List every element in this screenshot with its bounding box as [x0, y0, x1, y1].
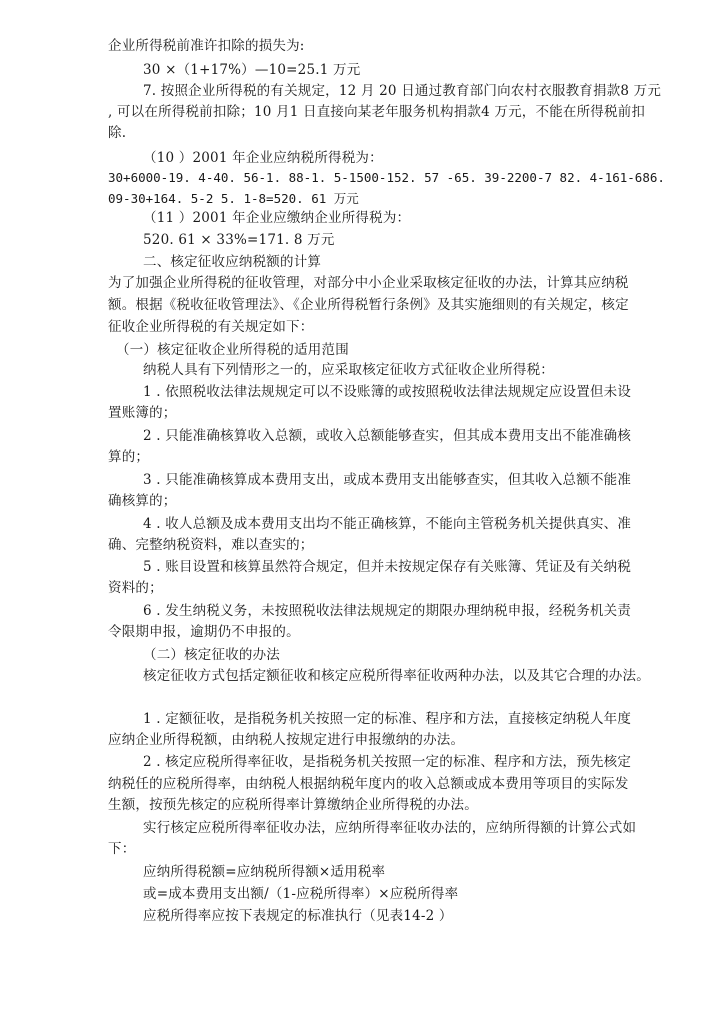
text-line: 2 . 只能准确核算收入总额，或收入总额能够查实，但其成本费用支出不能准确核 — [143, 428, 632, 444]
text-line: 实行核定应税所得率征收办法，应纳所得率征收办法的，应纳所得额的计算公式如 — [143, 820, 637, 836]
text-line: 额。根据《税收征收管理法》、《企业所得税暂行条例》及其实施细则的有关规定，核定 — [108, 297, 629, 313]
text-line: 置账簿的； — [108, 405, 177, 421]
text-line: 令限期申报，逾期仍不申报的。 — [108, 624, 300, 640]
text-line: 下： — [108, 841, 136, 857]
text-line: 确核算的； — [108, 493, 177, 509]
text-line: 征收企业所得税的有关规定如下： — [108, 319, 314, 335]
text-line: 算的； — [108, 449, 150, 465]
text-line: 核定征收方式包括定额征收和核定应税所得率征收两种办法，以及其它合理的办法。 — [143, 668, 650, 684]
text-line: 30 ×（1+17%）—10=25.1 万元 — [143, 62, 361, 78]
text-line: 为了加强企业所得税的征收管理，对部分中小企业采取核定征收的办法，计算其应纳税 — [108, 275, 629, 291]
text-line: 1 . 定额征收，是指税务机关按照一定的标准、程序和方法，直接核定纳税人年度 — [143, 711, 632, 727]
text-line: 09-30+164. 5-2 5. 1-8=520. 61 万元 — [108, 191, 359, 206]
text-line: 除. — [108, 125, 127, 141]
text-line: 纳税人具有下列情形之一的，应采取核定征收方式征收企业所得税： — [143, 362, 554, 378]
text-line: （10 ）2001 年企业应纳税所得税为： — [143, 150, 383, 166]
text-line: 7. 按照企业所得税的有关规定，12 月 20 日通过教育部门向农村衣服教育捐款8 万元 — [143, 83, 662, 99]
text-line: 520. 61 × 33%=171. 8 万元 — [143, 232, 335, 248]
text-line: 2 . 核定应税所得率征收，是指税务机关按照一定的标准、程序和方法，预先核定 — [143, 754, 632, 770]
text-line: 应纳企业所得税额，由纳税人按规定进行申报缴纳的办法。 — [108, 732, 465, 748]
text-line: （11 ）2001 年企业应缴纳企业所得税为： — [143, 210, 411, 226]
text-line: 生额，按预先核定的应税所得率计算缴纳企业所得税的办法。 — [108, 797, 478, 813]
text-line: 4 . 收人总额及成本费用支出均不能正确核算，不能向主管税务机关提供真实、准 — [143, 516, 632, 532]
text-line: 30+6000-19. 4-40. 56-1. 88-1. 5-1500-152. 57 -65. 39-2200-7 82. 4-161-686. — [108, 170, 665, 185]
section-heading: 二、核定征收应纳税额的计算 — [143, 254, 322, 270]
text-line: 资料的； — [108, 580, 163, 596]
text-line: 企业所得税前准许扣除的损失为: — [108, 38, 305, 54]
text-line: , 可以在所得税前扣除；10 月1 日直接向某老年服务机构捐款4 万元，不能在所得税前扣 — [108, 104, 646, 120]
text-line: 应税所得率应按下表规定的标准执行（见表14-2 ） — [143, 908, 453, 924]
text-line: 6 . 发生纳税义务，未按照税收法律法规规定的期限办理纳税申报，经税务机关责 — [143, 603, 632, 619]
formula-line: 应纳所得税额=应纳税所得额×适用税率 — [143, 864, 386, 880]
subsection-heading: （一）核定征收企业所得税的适用范围 — [116, 342, 349, 358]
text-line: 确、完整纳税资料，难以查实的； — [108, 537, 314, 553]
text-line: 纳税任的应税所得率，由纳税人根据纳税年度内的收入总额或成本费用等项目的实际发 — [108, 776, 629, 792]
text-line: 5 . 账目设置和核算虽然符合规定，但并未按规定保存有关账簿、凭证及有关纳税 — [143, 559, 632, 575]
subsection-heading: （二）核定征收的办法 — [143, 647, 280, 663]
text-line: 3 . 只能准确核算成本费用支出，或成本费用支出能够查实，但其收入总额不能准 — [143, 472, 632, 488]
text-line: 1 . 依照税收法律法规规定可以不设账簿的或按照税收法律法规规定应设置但未设 — [143, 384, 632, 400]
formula-line: 或=成本费用支出额/（1-应税所得率）×应税所得率 — [143, 886, 459, 902]
